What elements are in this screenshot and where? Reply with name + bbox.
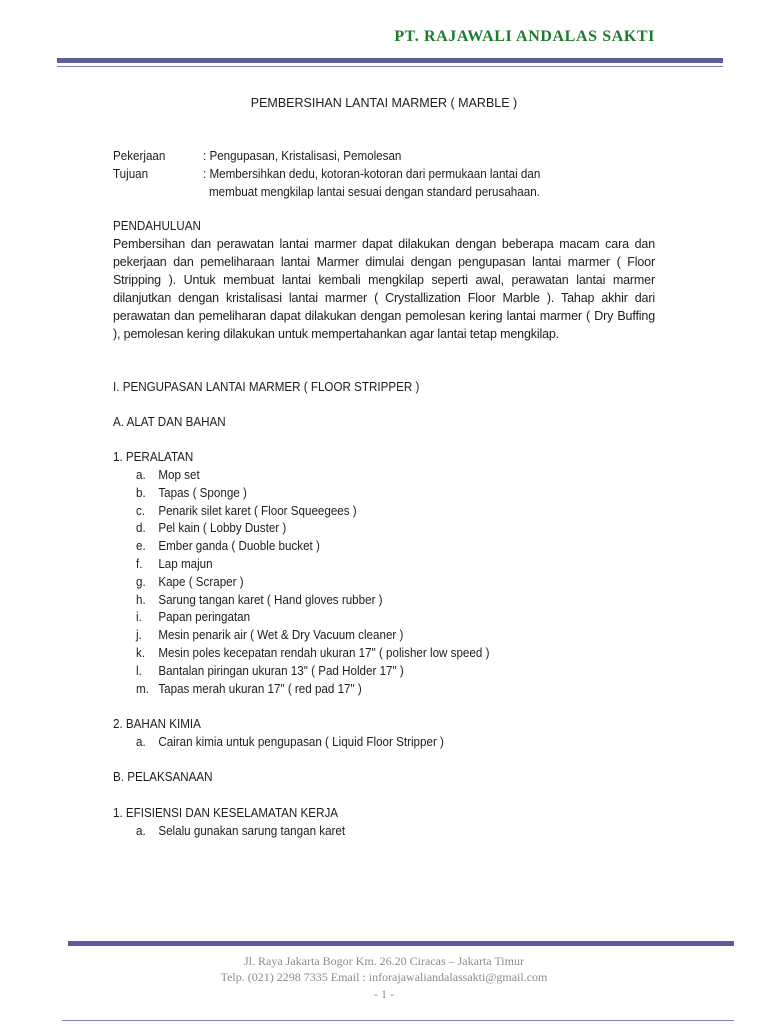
list-text: Cairan kimia untuk pengupasan ( Liquid Floor Stripper ) (158, 735, 444, 749)
list-letter: m. (136, 681, 149, 696)
list-item (136, 609, 250, 627)
list-letter: j. (136, 628, 142, 643)
intro-paragraph: Pembersihan dan perawatan lantai marmer dapat dilakukan dengan beberapa macam cara dan pekerjaan dan pemeliharaan lantai Marmer dimulai dengan pengupasan lantai marmer ( Floor Stripping ). Untuk membuat lantai kembali mengkilap seperti awal, perawatan lantai marmer dilanjutkan dengan kristalisasi lantai marmer ( Crystallization Floor Marble ). Tahap akhir dari perawatan dan pemeliharan dapat dilakukan dengan pemolesan kering lantai marmer ( Dry Buffing ), pemolesan kering dilakukan untuk mempertahankan agar lantai tetap mengkilap. (113, 237, 655, 341)
section-a-heading: A. ALAT DAN BAHAN (113, 415, 226, 429)
bahan-heading: 2. BAHAN KIMIA (113, 717, 201, 731)
list-item (136, 645, 489, 663)
list-letter: i. (136, 610, 142, 625)
list-text: Penarik silet karet ( Floor Squeegees ) (158, 503, 357, 518)
header-rule-thin (57, 66, 723, 67)
page-number: - 1 - (374, 987, 394, 1001)
list-letter: f. (136, 557, 143, 571)
list-letter: d. (136, 521, 146, 536)
footer-rule-thick (68, 941, 734, 946)
list-letter: k. (136, 646, 146, 660)
tujuan-value-line1: : Membersihkan dedu, kotoran-kotoran dari permukaan lantai dan (203, 167, 541, 181)
list-text: Mesin poles kecepatan rendah ukuran 17" ( polisher low speed ) (158, 646, 490, 660)
list-item (136, 734, 444, 752)
company-name: PT. RAJAWALI ANDALAS SAKTI (394, 28, 655, 45)
intro-heading: PENDAHULUAN (113, 219, 201, 233)
list-letter: l. (136, 663, 142, 678)
list-text: Tapas ( Sponge ) (158, 485, 247, 500)
list-text: Mesin penarik air ( Wet & Dry Vacuum cleaner ) (158, 628, 404, 643)
list-letter: a. (136, 468, 146, 482)
list-item (136, 627, 403, 645)
list-text: Kape ( Scraper ) (158, 574, 244, 589)
list-item (136, 503, 357, 521)
list-text: Selalu gunakan sarung tangan karet (158, 824, 346, 838)
list-text: Papan peringatan (158, 610, 251, 625)
list-letter: g. (136, 574, 146, 589)
tujuan-label: Tujuan (113, 167, 149, 181)
list-text: Lap majun (158, 557, 213, 571)
efisiensi-heading: 1. EFISIENSI DAN KESELAMATAN KERJA (113, 806, 339, 820)
list-item (136, 592, 383, 610)
footer-contact: Telp. (021) 2298 7335 Email : inforajawaliandalassakti@gmail.com (220, 970, 548, 984)
list-text: Tapas merah ukuran 17" ( red pad 17" ) (158, 681, 362, 696)
list-item (136, 538, 320, 556)
section-1-heading: I. PENGUPASAN LANTAI MARMER ( FLOOR STRIPPER ) (113, 380, 420, 394)
peralatan-heading: 1. PERALATAN (113, 450, 194, 464)
list-text: Bantalan piringan ukuran 13" ( Pad Holder 17" ) (158, 663, 404, 678)
list-item (136, 574, 244, 592)
list-text: Mop set (158, 468, 200, 482)
list-item (136, 467, 200, 485)
list-item (136, 823, 345, 841)
pekerjaan-value: : Pengupasan, Kristalisasi, Pemolesan (203, 149, 402, 163)
list-letter: a. (136, 824, 146, 838)
list-item (136, 663, 404, 681)
list-item (136, 556, 213, 574)
document-title: PEMBERSIHAN LANTAI MARMER ( MARBLE ) (250, 96, 518, 110)
list-item (136, 681, 362, 699)
footer-rule-thin (62, 1020, 734, 1021)
footer-address: Jl. Raya Jakarta Bogor Km. 26.20 Ciracas – Jakarta Timur (244, 954, 524, 968)
section-b-heading: B. PELAKSANAAN (113, 770, 213, 784)
list-letter: h. (136, 592, 146, 607)
list-letter: a. (136, 735, 146, 749)
header-rule-thick (57, 58, 723, 63)
list-text: Sarung tangan karet ( Hand gloves rubber ) (158, 592, 383, 607)
list-item (136, 520, 286, 538)
list-letter: c. (136, 503, 146, 518)
list-text: Pel kain ( Lobby Duster ) (158, 521, 287, 536)
pekerjaan-label: Pekerjaan (113, 149, 166, 163)
list-text: Ember ganda ( Duoble bucket ) (158, 539, 320, 554)
list-letter: b. (136, 485, 146, 500)
tujuan-value-line2: membuat mengkilap lantai sesuai dengan standard perusahaan. (209, 185, 540, 199)
list-item (136, 485, 247, 503)
list-letter: e. (136, 539, 146, 554)
